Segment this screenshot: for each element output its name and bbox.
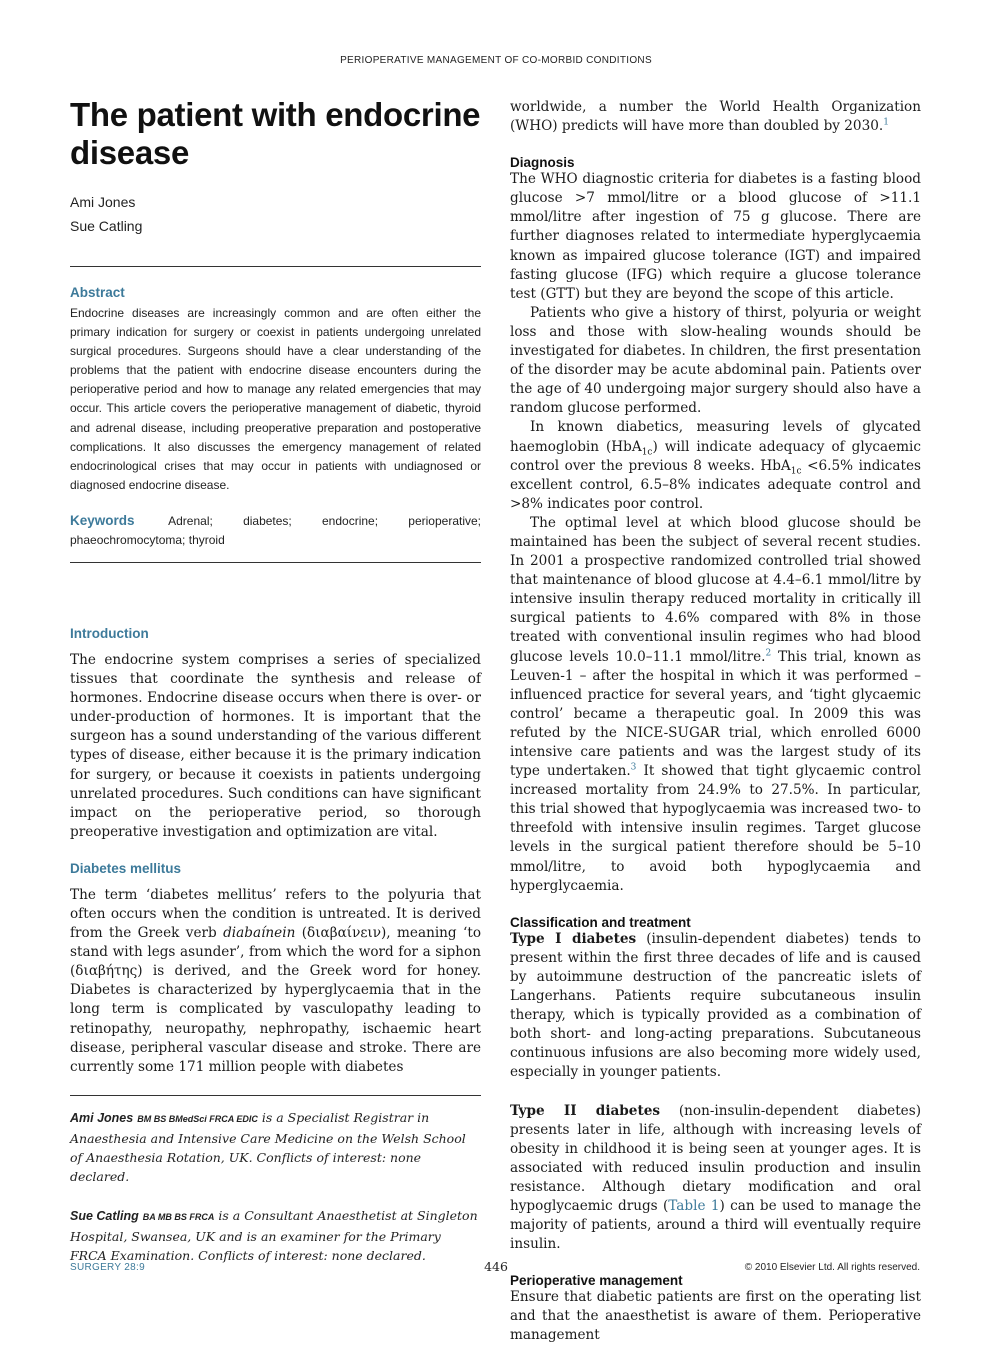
text-run: ) can be used to manage the majority of patients, around a third will eventually require insulin.: [510, 1197, 922, 1253]
keywords-text: Adrenal; diabetes; endocrine; perioperative; phaeochromocytoma; thyroid: [70, 513, 482, 548]
text-run: The term ‘diabetes mellitus’ refers to the polyuria that often occurs when the condition is untreated. It is derived from the Greek verb: [70, 886, 481, 942]
author-list: [70, 190, 481, 238]
divider: [70, 1095, 481, 1096]
note-author-name: Ami Jones: [70, 1110, 134, 1125]
text-run: (διαβαίνειν), meaning ‘to stand with legs asunder’, from which the word for a siphon (διαβήτης) is derived, and the Greek word for honey. Diabetes is characterized by hyperglycaemia that in the long term is complicated by vasculopathy leading to retinopathy, neuropathy, nephropathy, ischaemic heart disease, peripheral vascular disease and stroke. There are currently some 171 million people with diabetes: [70, 925, 482, 1075]
term-type-2: Type II diabetes: [510, 1102, 661, 1119]
introduction-paragraph: The endocrine system comprises a series of specialized tissues that coordinate the synthesis and release of hormones. Endocrine disease occurs when there is over- or under-production of hormones. It is important that the surgeon has a sound understanding of the various different types of disease, either because it is the primary indication for surgery, or because it coexists in patients undergoing unrelated procedures. Such conditions can have significant impact on the perioperative period, so thorough preoperative investigation and optimization are vital.: [70, 651, 481, 840]
note-text: is a Specialist Registrar in Anaesthesia and Intensive Care Medicine on the Welsh School of Anaesthesia Rotation, UK. Conflicts of interest: none declared.: [70, 1109, 466, 1185]
footer-page-number: 446: [484, 1259, 508, 1274]
diagnosis-paragraph: The WHO diagnostic criteria for diabetes is a fasting blood glucose >7 mmol/litre or a blood glucose of >11.1 mmol/litre after ingestion of 75 g glucose. There are further diagnoses related to intermediate hyperglycaemia known as impaired glucose tolerance (IGT) and impaired fasting glucose (IFG) which require a glucose tolerance test (GTT) but they are beyond the scope of this article.: [510, 171, 921, 302]
text-run: It showed that tight glycaemic control increased mortality from 24.9% to 27.5%. In particular, this trial showed that hypoglycaemia was increased two- to threefold with intensive insulin regimes. Target glucose levels in the surgical patient therefore should be 5–10 mmol/litre, to avoid both hypoglycaemia and hyperglycaemia.: [510, 763, 921, 894]
section-heading-classification: Classification and treatment: [510, 914, 691, 930]
section-heading-introduction: Introduction: [70, 625, 149, 641]
article-title: The patient with endocrine disease: [70, 96, 481, 171]
divider: [70, 266, 481, 267]
note-author-name: Sue Catling: [70, 1208, 139, 1223]
perioperative-paragraph: Ensure that diabetic patients are first on the operating list and that the anaesthetist is aware of them. Perioperative management: [510, 1289, 921, 1344]
diagnosis-paragraph: [510, 418, 921, 513]
section-heading-perioperative: Perioperative management: [510, 1273, 683, 1289]
classification-paragraph: [510, 930, 921, 1083]
right-column: [510, 98, 921, 1346]
text-run: ) will indicate adequacy of glycaemic control over the previous 8 weeks. HbA: [510, 438, 922, 474]
abstract-heading: Abstract: [70, 285, 125, 300]
note-author-degrees: BM BS BMedSci FRCA EDIC: [137, 1113, 258, 1124]
diabetes-paragraph: [70, 886, 481, 1077]
note-author-degrees: BA MB BS FRCA: [142, 1211, 215, 1222]
left-column: [70, 96, 481, 1265]
footer-copyright: © 2010 Elsevier Ltd. All rights reserved.: [744, 1262, 920, 1273]
author-note-jones: [70, 1108, 481, 1187]
author-name: Sue Catling: [70, 218, 143, 234]
text-run: (non-insulin-dependent diabetes) presents later in life, although with increasing levels of obesity in childhood it is being seen at younger ages. It is associated with reduced insulin production and insulin resistance. Although dietary modification and oral hypoglycaemic drugs (: [510, 1102, 921, 1214]
subscript: 1c: [641, 447, 653, 458]
text-run: <6.5% indicates excellent control, 6.5–8% indicates adequate control and >8% indicates poor control.: [510, 457, 921, 512]
reference-link[interactable]: 2: [765, 648, 772, 658]
term-type-1: Type I diabetes: [510, 930, 637, 947]
section-heading-diagnosis: Diagnosis: [510, 155, 575, 171]
author-name: Ami Jones: [70, 194, 136, 210]
text-run: In known diabetics, measuring levels of glycated haemoglobin (HbA: [510, 419, 921, 455]
divider: [70, 562, 481, 563]
text-run: This trial, known as Leuven-1 – after the hospital in which it was performed – influenced practice for several years, and ‘tight glycaemic control’ became a therapeutic goal. In 2009 this was refuted by the NICE-SUGAR trial, which enrolled 6000 intensive care patients and was the largest study of its type undertaken.: [510, 648, 921, 780]
greek-verb: diabaínein: [223, 925, 296, 942]
reference-link[interactable]: 1: [883, 117, 889, 128]
reference-link[interactable]: 3: [630, 762, 637, 773]
table-link[interactable]: Table 1: [668, 1197, 720, 1214]
text-run: worldwide, a number the World Health Organization (WHO) predicts will have more than doubled by 2030.: [510, 99, 921, 135]
section-heading-diabetes-mellitus: Diabetes mellitus: [70, 860, 182, 876]
author-note-catling: [70, 1206, 481, 1266]
diagnosis-paragraph: Patients who give a history of thirst, polyuria or weight loss and those with slow-healing wounds should be investigated for diabetes. In children, the first presentation of the disorder may be acute abdominal pain. Patients over the age of 40 undergoing major surgery should also have a random glucose performed.: [510, 304, 921, 417]
continued-paragraph: [510, 98, 921, 136]
diagnosis-paragraph: [510, 514, 921, 896]
running-head: PERIOPERATIVE MANAGEMENT OF CO-MORBID CONDITIONS: [340, 55, 652, 66]
classification-paragraph: [510, 1102, 921, 1255]
keywords-label: Keywords: [70, 512, 135, 528]
keywords: [70, 511, 481, 551]
text-run: The optimal level at which blood glucose should be maintained has been the subject of several recent studies. In 2001 a prospective randomized controlled trial showed that maintenance of blood glucose at 4.4–6.1 mmol/litre by intensive insulin therapy reduced mortality in critically ill surgical patients to 4.6% compared with 8% in those treated with conventional insulin regimes who had blood glucose levels 10.0–11.1 mmol/litre.: [510, 514, 921, 665]
note-text: is a Consultant Anaesthetist at Singleton Hospital, Swansea, UK and is an examiner for the Primary FRCA Examination. Conflicts of interest: none declared.: [70, 1207, 478, 1264]
footer-journal: SURGERY 28:9: [70, 1262, 145, 1273]
subscript: 1c: [790, 466, 802, 477]
text-run: (insulin-dependent diabetes) tends to present within the first three decades of life and is caused by autoimmune destruction of the pancreatic islets of Langerhans. Patients require subcutaneous insulin therapy, which is typically provided as a combination of both short- and long-acting preparations. Subcutaneous continuous infusions are also becoming more widely used, especially in younger patients.: [510, 930, 921, 1081]
abstract-text: Endocrine diseases are increasingly common and are often either the primary indication for surgery or coexist in patients undergoing unrelated surgical procedures. Surgeons should have a clear understanding of the problems that the patient with endocrine disease encounters during the perioperative period and how to manage any related emergencies that may occur. This article covers the perioperative management of diabetic, thyroid and adrenal disease, including preoperative preparation and postoperative complications. It also discusses the emergency management of related endocrinological crises that may occur in patients with undiagnosed or diagnosed endocrine disease.: [70, 306, 481, 492]
